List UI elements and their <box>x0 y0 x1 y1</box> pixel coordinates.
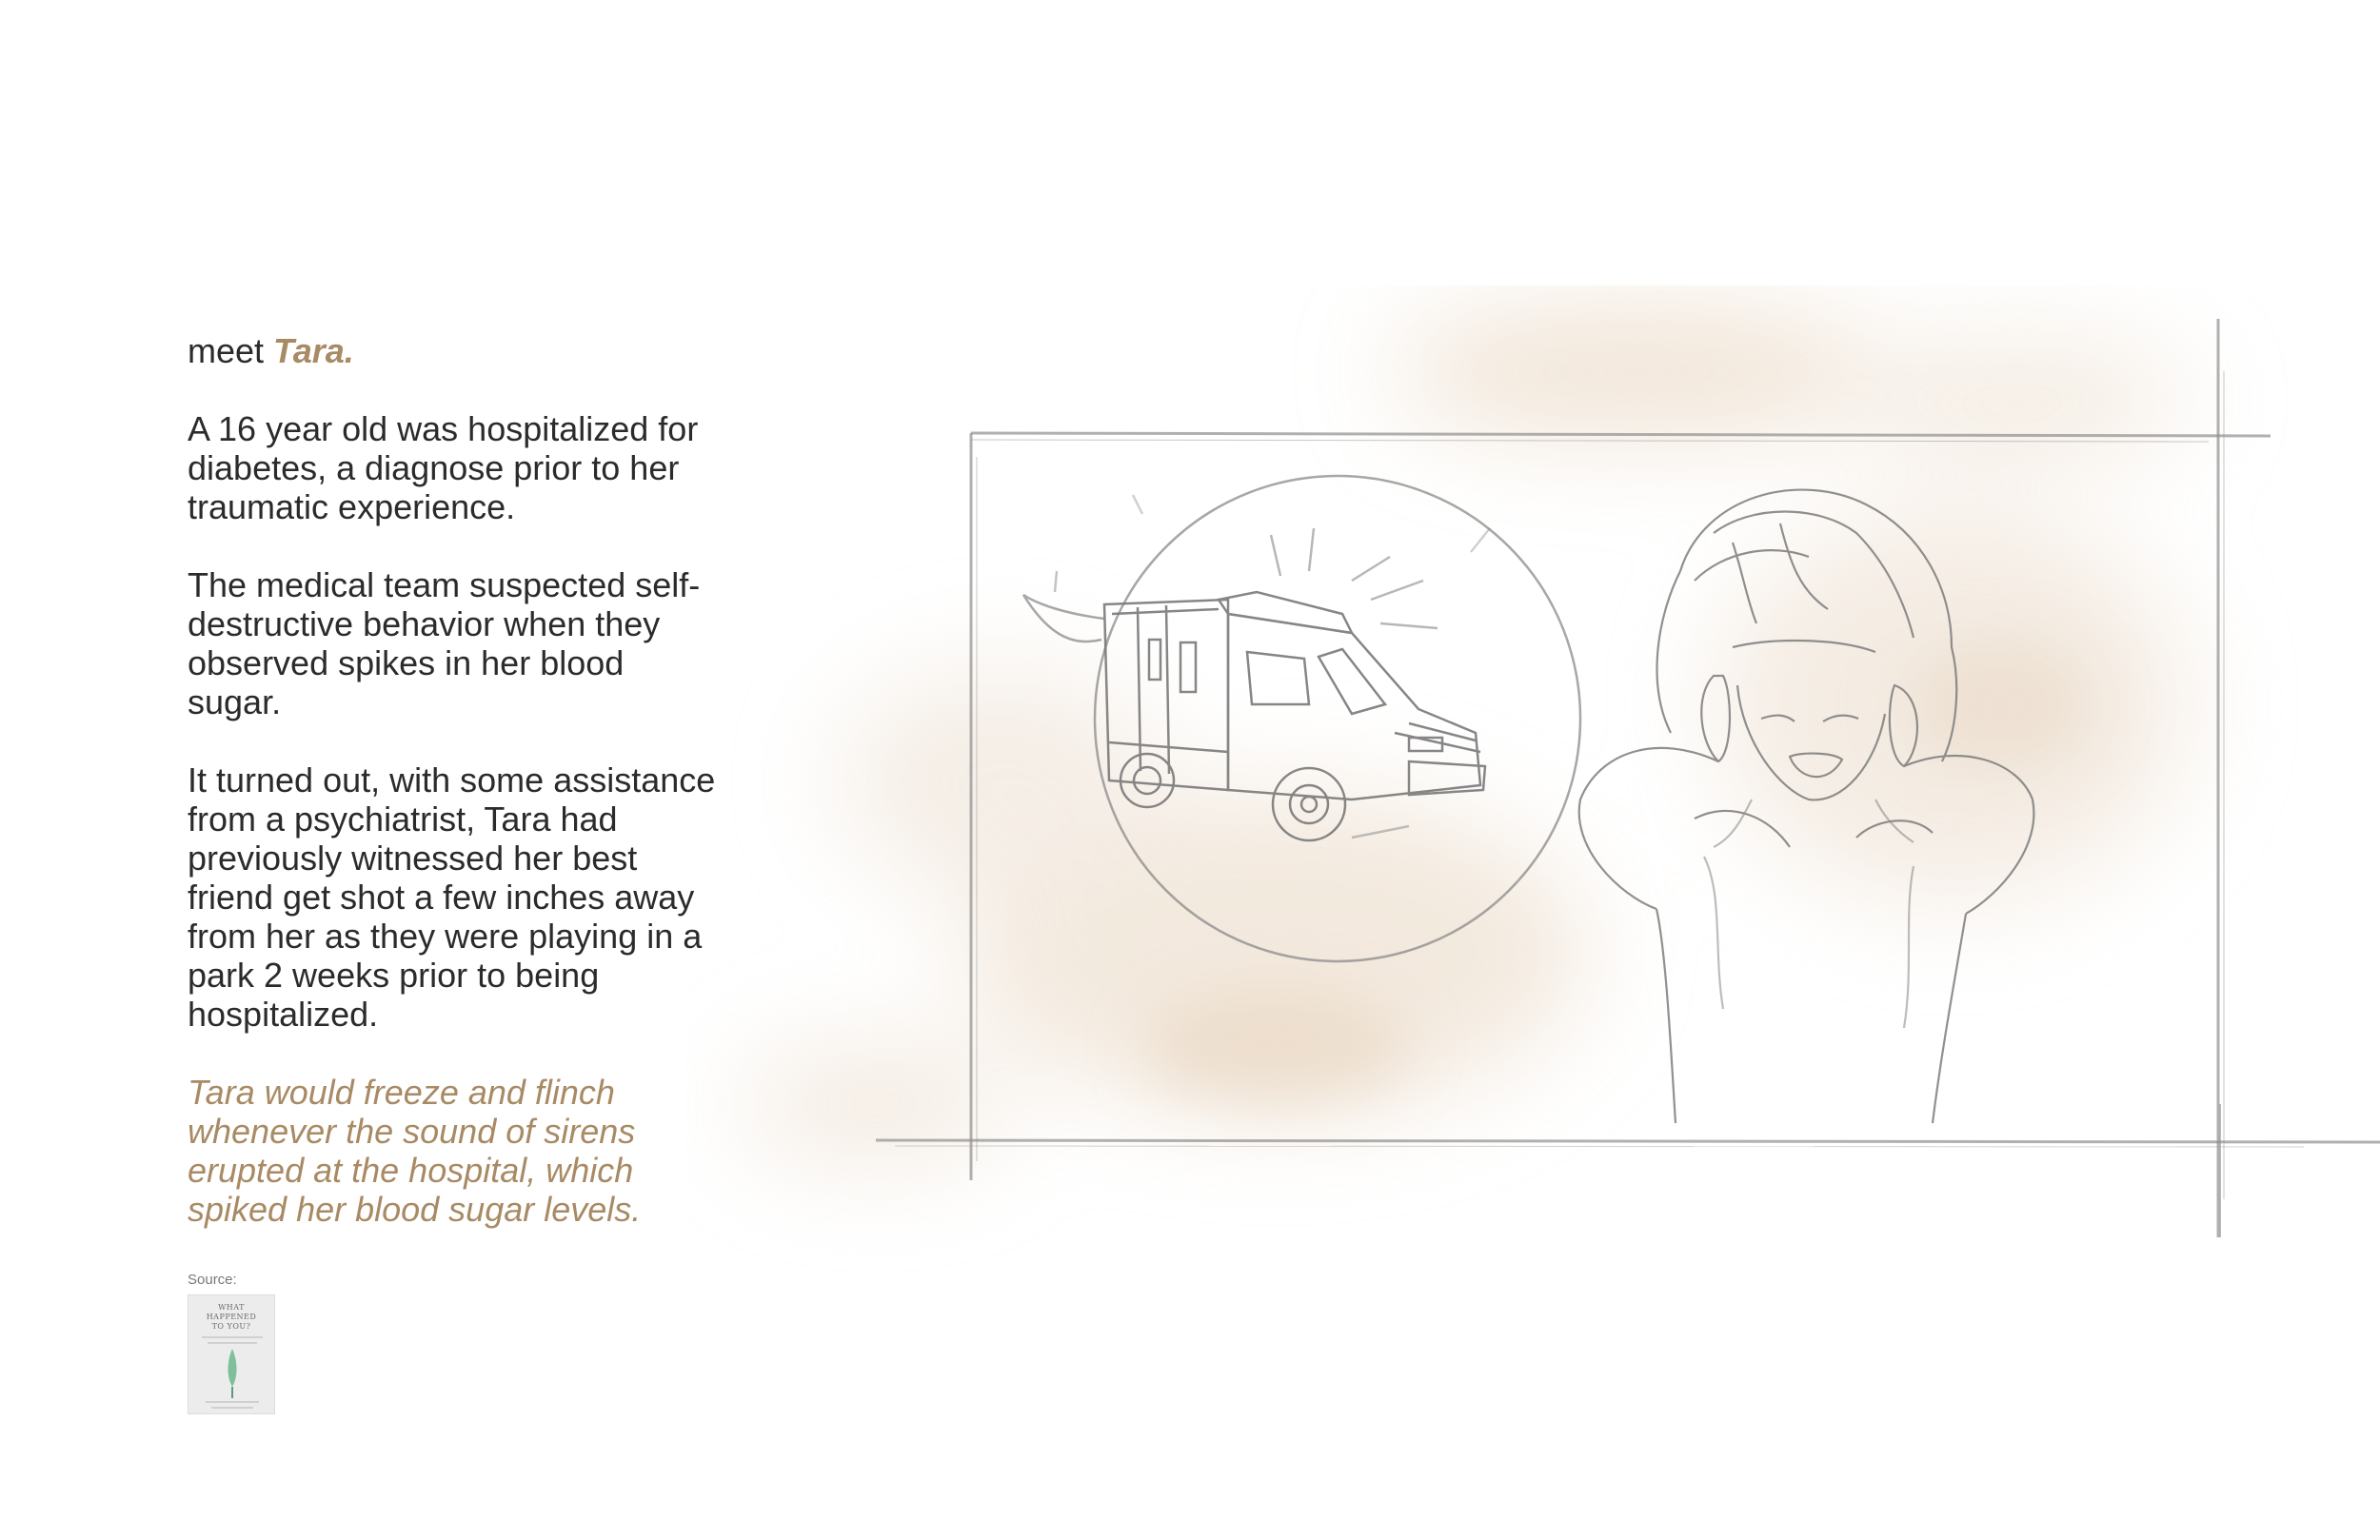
sketch-illustration-svg <box>685 286 2380 1352</box>
story-text-column <box>188 331 721 1268</box>
paragraph-highlight: Tara would freeze and flinch whenever the sound of sirens erupted at the hospital, which spiked her blood sugar levels. <box>188 1073 642 1229</box>
intro-name: Tara. <box>273 331 354 370</box>
paragraph-diagnosis: A 16 year old was hospitalized for diabetes, a diagnose prior to her traumatic experience. <box>188 409 699 526</box>
source-label: Source: <box>188 1272 237 1288</box>
book-cover-ornament-icon <box>228 1349 237 1387</box>
intro-heading <box>188 331 721 370</box>
book-title-line-1: WHAT <box>218 1303 245 1312</box>
source-book-cover[interactable] <box>188 1294 275 1414</box>
intro-prefix: meet <box>188 331 274 370</box>
book-title-line-2: HAPPENED <box>206 1313 257 1321</box>
sketch-illustration <box>685 286 2380 1352</box>
book-cover-art <box>188 1295 275 1414</box>
paragraph-suspicion: The medical team suspected self-destructive behavior when they observed spikes in her blood sugar. <box>188 565 701 721</box>
paragraph-trauma: It turned out, with some assistance from a psychiatrist, Tara had previously witnessed her best friend get shot a few inches away from her as they were playing in a park 2 weeks prior to being hospitalized. <box>188 760 716 1034</box>
book-title-line-3: TO YOU? <box>211 1322 251 1331</box>
